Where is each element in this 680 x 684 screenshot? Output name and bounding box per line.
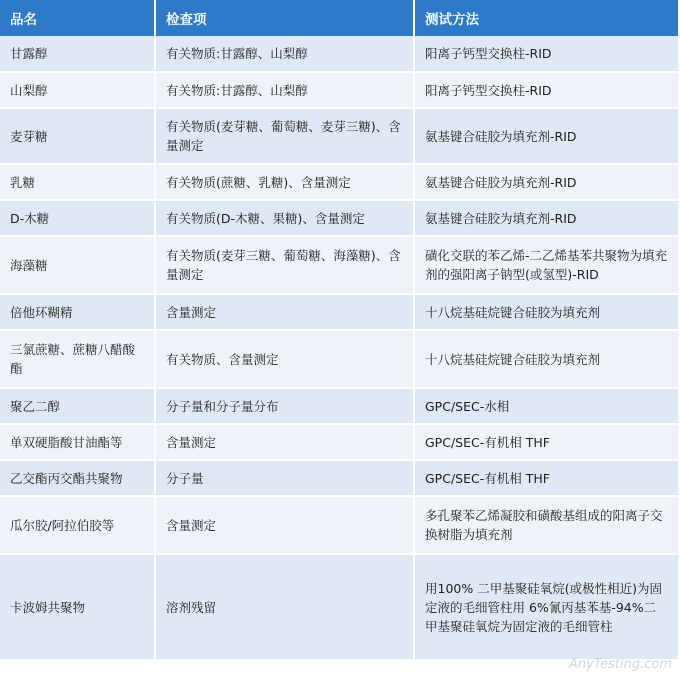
cell-method: 十八烷基硅烷键合硅胶为填充剂 <box>414 330 678 388</box>
cell-item: 有关物质(麦芽三糖、葡萄糖、海藻糖)、含量测定 <box>155 236 414 294</box>
table-row <box>0 554 678 660</box>
header-name: 品名 <box>0 0 155 36</box>
cell-item: 有关物质:甘露醇、山梨醇 <box>155 72 414 108</box>
table-row <box>0 36 678 72</box>
table-row <box>0 236 678 294</box>
cell-item: 含量测定 <box>155 424 414 460</box>
cell-item: 含量测定 <box>155 294 414 330</box>
cell-method: 磺化交联的苯乙烯-二乙烯基苯共聚物为填充剂的强阳离子钠型(或氢型)-RID <box>414 236 678 294</box>
table-row <box>0 496 678 554</box>
cell-method: 阳离子钙型交换柱-RID <box>414 36 678 72</box>
cell-item: 有关物质、含量测定 <box>155 330 414 388</box>
cell-name: 聚乙二醇 <box>0 388 155 424</box>
table-row <box>0 164 678 200</box>
cell-name: 三氯蔗糖、蔗糖八醋酸酯 <box>0 330 155 388</box>
cell-name: 海藻糖 <box>0 236 155 294</box>
cell-name: 乳糖 <box>0 164 155 200</box>
cell-name: 单双硬脂酸甘油酯等 <box>0 424 155 460</box>
cell-item: 溶剂残留 <box>155 554 414 660</box>
cell-method: 氨基键合硅胶为填充剂-RID <box>414 164 678 200</box>
table-row <box>0 330 678 388</box>
cell-name: 瓜尔胶/阿拉伯胶等 <box>0 496 155 554</box>
cell-method: 氨基键合硅胶为填充剂-RID <box>414 108 678 164</box>
cell-method: GPC/SEC-水相 <box>414 388 678 424</box>
table-row <box>0 200 678 236</box>
cell-item: 有关物质(麦芽糖、葡萄糖、麦芽三糖)、含量测定 <box>155 108 414 164</box>
cell-method: 多孔聚苯乙烯凝胶和磺酸基组成的阳离子交换树脂为填充剂 <box>414 496 678 554</box>
cell-name: 甘露醇 <box>0 36 155 72</box>
cell-item: 有关物质:甘露醇、山梨醇 <box>155 36 414 72</box>
cell-item: 有关物质(蔗糖、乳糖)、含量测定 <box>155 164 414 200</box>
table-row <box>0 388 678 424</box>
cell-method: GPC/SEC-有机相 THF <box>414 424 678 460</box>
cell-method: GPC/SEC-有机相 THF <box>414 460 678 496</box>
cell-item: 含量测定 <box>155 496 414 554</box>
cell-item: 有关物质(D-木糖、果糖)、含量测定 <box>155 200 414 236</box>
cell-name: 山梨醇 <box>0 72 155 108</box>
cell-name: 卡波姆共聚物 <box>0 554 155 660</box>
table-row <box>0 460 678 496</box>
cell-name: 麦芽糖 <box>0 108 155 164</box>
watermark: AnyTesting.com <box>568 657 672 672</box>
cell-item: 分子量和分子量分布 <box>155 388 414 424</box>
cell-method: 用100% 二甲基聚硅氧烷(或极性相近)为固定液的毛细管柱用 6%氰丙基苯基-94%二甲基聚硅氧烷为固定液的毛细管柱 <box>414 554 678 660</box>
header-method: 测试方法 <box>414 0 678 36</box>
cell-name: D-木糖 <box>0 200 155 236</box>
table-row <box>0 72 678 108</box>
cell-name: 倍他环糊精 <box>0 294 155 330</box>
header-row <box>0 0 678 36</box>
cell-method: 阳离子钙型交换柱-RID <box>414 72 678 108</box>
table-row <box>0 424 678 460</box>
cell-item: 分子量 <box>155 460 414 496</box>
header-item: 检查项 <box>155 0 414 36</box>
cell-method: 十八烷基硅烷键合硅胶为填充剂 <box>414 294 678 330</box>
table-row <box>0 108 678 164</box>
cell-name: 乙交酯丙交酯共聚物 <box>0 460 155 496</box>
cell-method: 氨基键合硅胶为填充剂-RID <box>414 200 678 236</box>
table-row <box>0 294 678 330</box>
